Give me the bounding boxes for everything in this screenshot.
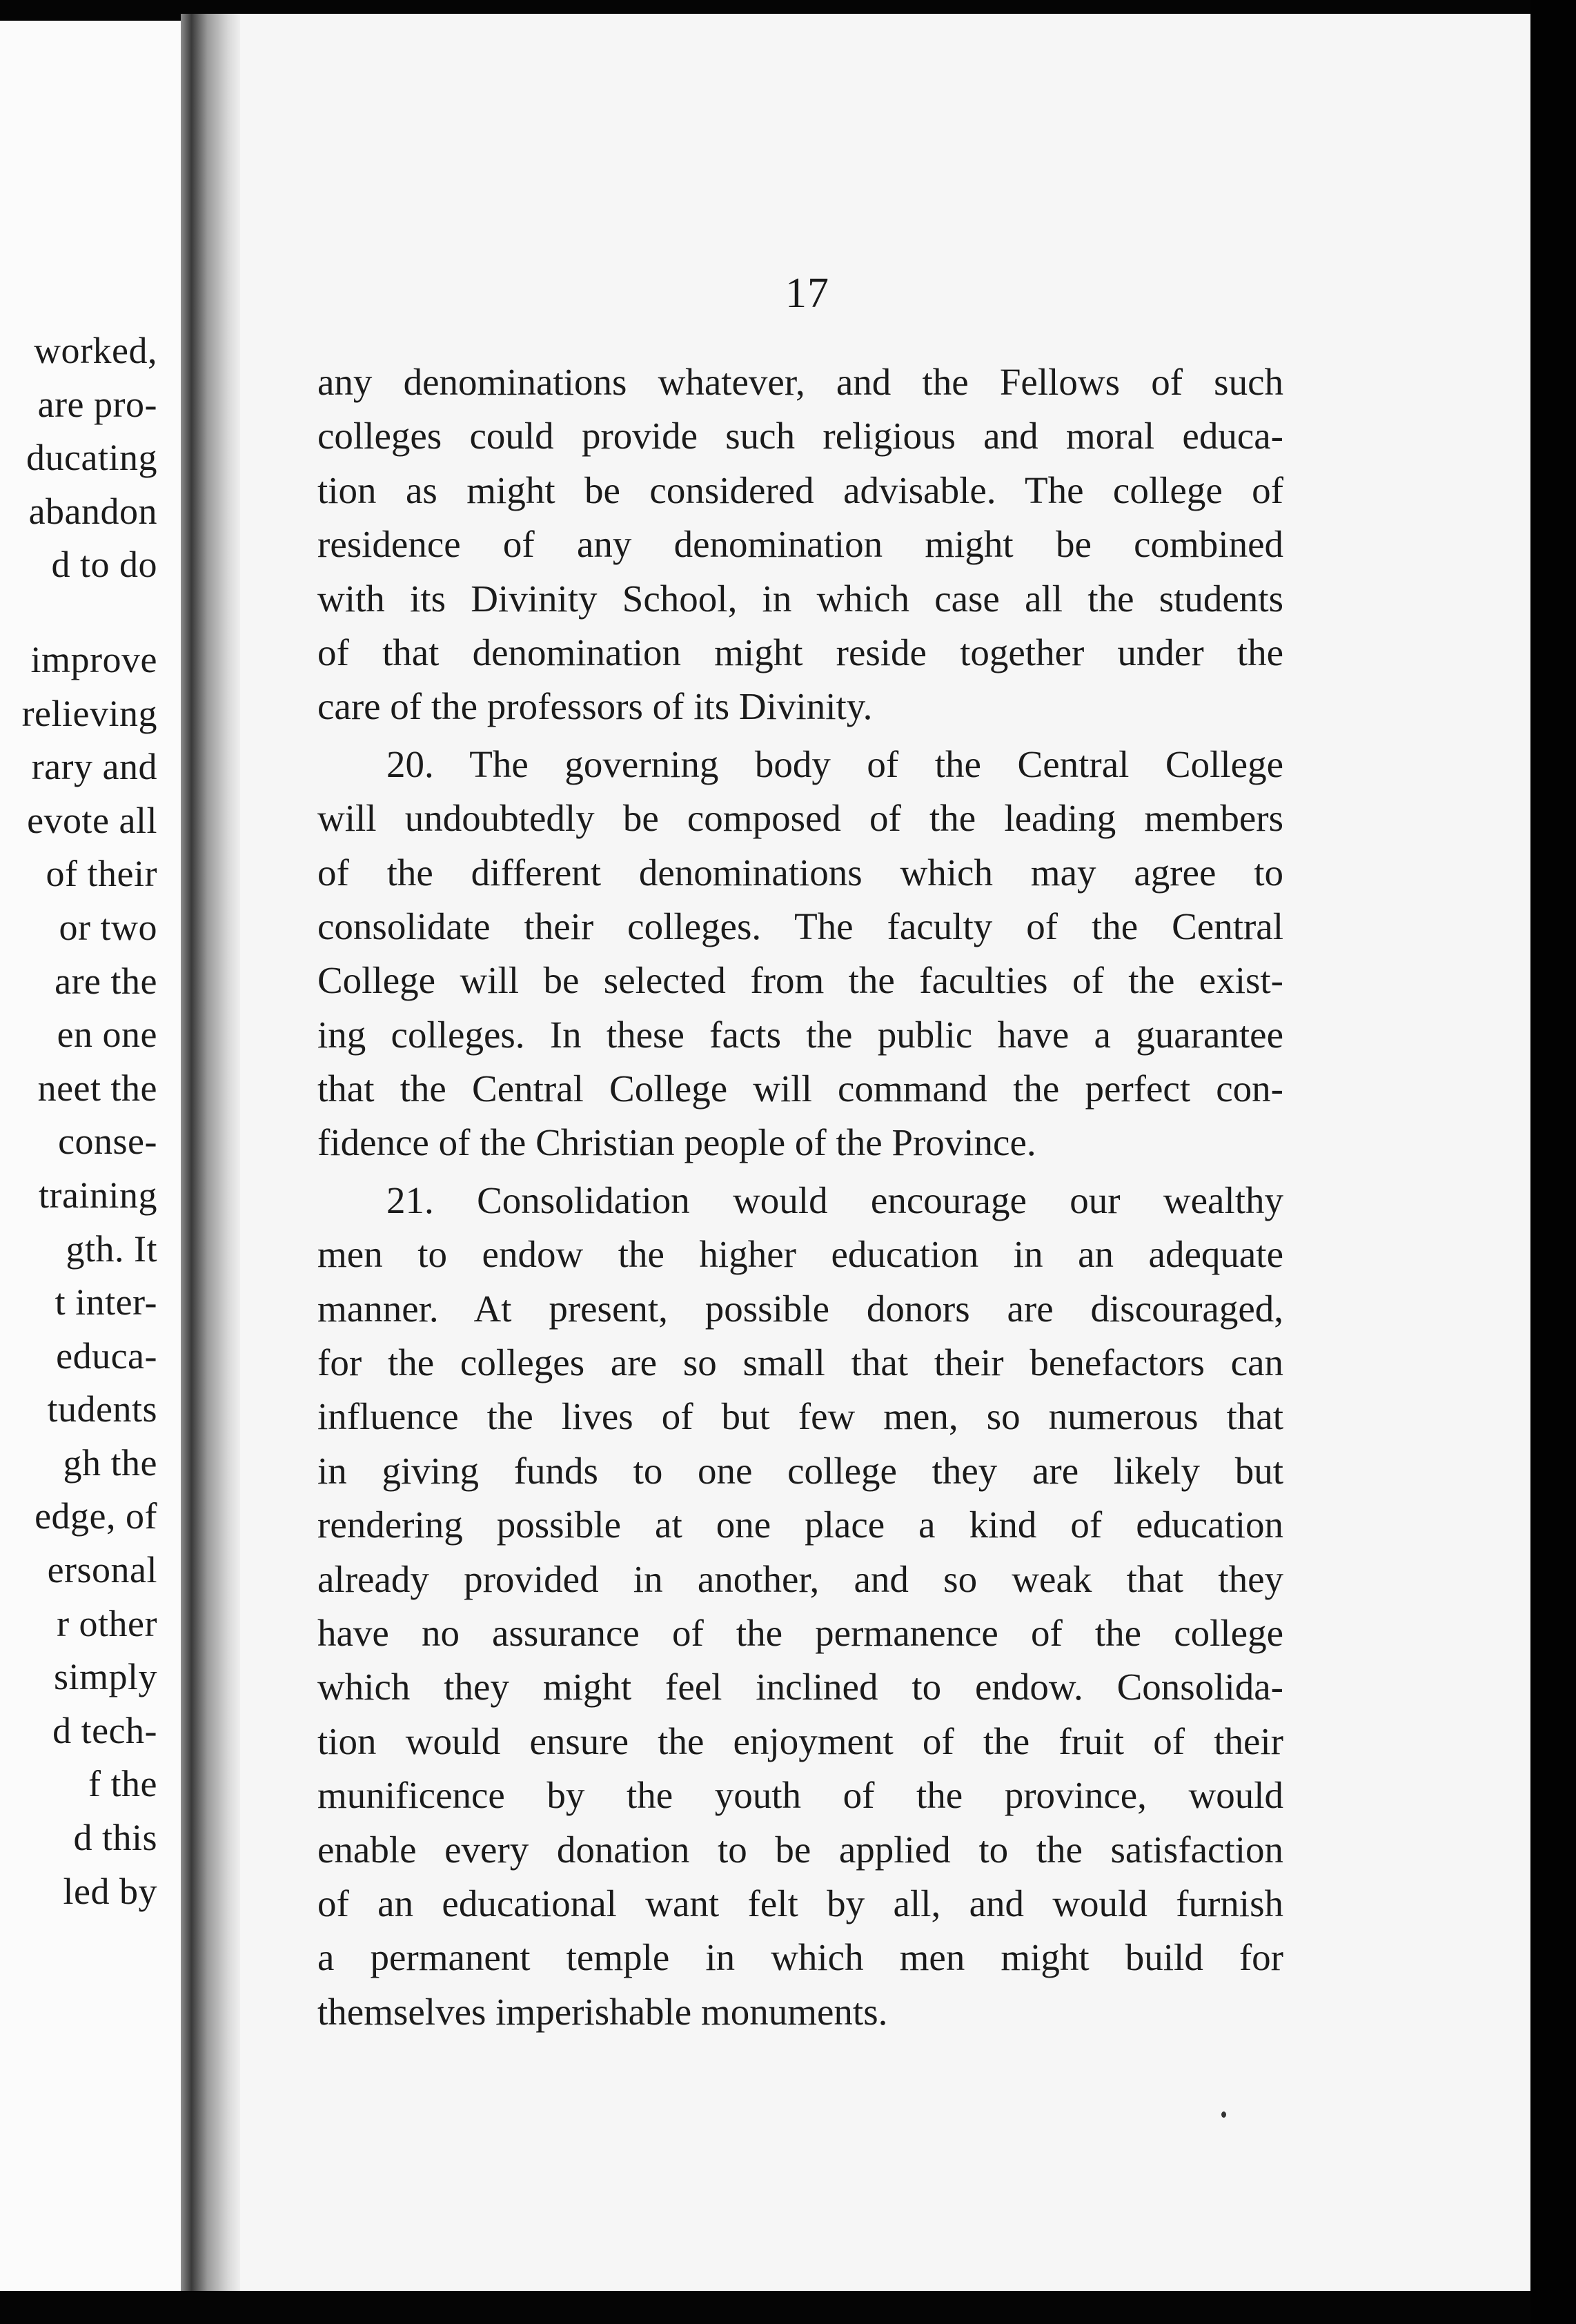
facing-page-line: ersonal bbox=[47, 1549, 157, 1591]
facing-page-line: educa- bbox=[56, 1335, 157, 1377]
facing-page-line: gh the bbox=[63, 1441, 157, 1484]
page bbox=[240, 14, 1530, 2291]
text-line: any denominations whatever, and the Fellows of such bbox=[317, 361, 1283, 403]
facing-page-line: d to do bbox=[51, 544, 157, 586]
text-line: themselves imperishable monuments. bbox=[317, 1990, 888, 2033]
text-line: manner. At present, possible donors are discouraged, bbox=[317, 1287, 1283, 1330]
facing-page-line: t inter- bbox=[55, 1281, 157, 1323]
text-line: with its Divinity School, in which case all the students bbox=[317, 577, 1283, 620]
text-line: 20. The governing body of the Central College bbox=[386, 742, 1283, 785]
text-line: already provided in another, and so weak that they bbox=[317, 1557, 1283, 1600]
text-line: of the different denominations which may agree to bbox=[317, 851, 1283, 894]
page-body bbox=[317, 355, 1283, 2042]
ink-speck bbox=[1221, 2111, 1226, 2118]
facing-page-line: f the bbox=[88, 1763, 157, 1805]
facing-page-line: conse- bbox=[58, 1121, 157, 1163]
text-line: residence of any denomination might be combined bbox=[317, 523, 1283, 566]
text-line: which they might feel inclined to endow. Consolida- bbox=[317, 1666, 1283, 1708]
text-line: will undoubtedly be composed of the leading members bbox=[317, 797, 1283, 840]
scan-border bbox=[1530, 0, 1576, 2324]
text-line: influence the lives of but few men, so numerous that bbox=[317, 1395, 1283, 1438]
facing-page-line: ducating bbox=[26, 437, 157, 479]
facing-page-line: training bbox=[39, 1174, 157, 1216]
facing-page-line: evote all bbox=[27, 799, 157, 841]
text-line: 21. Consolidation would encourage our wealthy bbox=[386, 1179, 1283, 1221]
facing-page-line: of their bbox=[46, 853, 157, 895]
facing-page-line: relieving bbox=[21, 692, 157, 734]
text-line: that the Central College will command the perfect con- bbox=[317, 1067, 1283, 1110]
facing-page-line: led by bbox=[63, 1870, 157, 1912]
paragraph bbox=[317, 355, 1283, 734]
facing-page-line: r other bbox=[57, 1602, 157, 1644]
facing-page-line: d tech- bbox=[52, 1709, 157, 1751]
facing-page-line: d this bbox=[73, 1817, 157, 1859]
text-line: colleges could provide such religious and moral educa- bbox=[317, 415, 1283, 457]
text-line: College will be selected from the faculties of the exist- bbox=[317, 959, 1283, 1002]
text-line: of that denomination might reside together under the bbox=[317, 631, 1283, 673]
text-line: tion as might be considered advisable. The college of bbox=[317, 469, 1283, 511]
text-line: have no assurance of the permanence of the college bbox=[317, 1611, 1283, 1654]
text-line: enable every donation to be applied to the satisfaction bbox=[317, 1828, 1283, 1871]
facing-page-text bbox=[22, 324, 157, 1918]
text-line: care of the professors of its Divinity. bbox=[317, 685, 873, 728]
facing-page-line: abandon bbox=[28, 490, 157, 532]
facing-page-line: gth. It bbox=[66, 1228, 157, 1270]
facing-page-line: or two bbox=[59, 906, 157, 948]
text-line: consolidate their colleges. The faculty of the Central bbox=[317, 905, 1283, 947]
text-line: munificence by the youth of the province, would bbox=[317, 1774, 1283, 1817]
paragraph bbox=[317, 738, 1283, 1170]
text-line: rendering possible at one place a kind of education bbox=[317, 1504, 1283, 1546]
text-line: fidence of the Christian people of the Province. bbox=[317, 1121, 1036, 1164]
text-line: a permanent temple in which men might build for bbox=[317, 1936, 1283, 1979]
facing-page-line: simply bbox=[53, 1656, 157, 1698]
facing-page-fragment bbox=[0, 21, 181, 2291]
text-line: of an educational want felt by all, and would furnish bbox=[317, 1882, 1283, 1924]
facing-page-line: edge, of bbox=[35, 1495, 157, 1537]
facing-page-line: are the bbox=[55, 960, 157, 1002]
facing-page-line bbox=[22, 592, 157, 633]
facing-page-line: are pro- bbox=[37, 383, 157, 425]
text-line: in giving funds to one college they are likely but bbox=[317, 1449, 1283, 1492]
facing-page-line: tudents bbox=[47, 1388, 157, 1430]
facing-page-line: worked, bbox=[34, 330, 157, 371]
page-number: 17 bbox=[785, 270, 829, 317]
text-line: ing colleges. In these facts the public have a guarantee bbox=[317, 1013, 1283, 1056]
binding-gutter bbox=[181, 14, 240, 2291]
text-line: tion would ensure the enjoyment of the fruit of their bbox=[317, 1720, 1283, 1762]
text-line: men to endow the higher education in an adequate bbox=[317, 1233, 1283, 1276]
facing-page-line: improve bbox=[30, 638, 157, 680]
facing-page-line: rary and bbox=[31, 746, 157, 788]
text-line: for the colleges are so small that their benefactors can bbox=[317, 1341, 1283, 1384]
facing-page-line: en one bbox=[57, 1014, 157, 1056]
paragraph bbox=[317, 1174, 1283, 2039]
facing-page-line: neet the bbox=[37, 1067, 157, 1109]
